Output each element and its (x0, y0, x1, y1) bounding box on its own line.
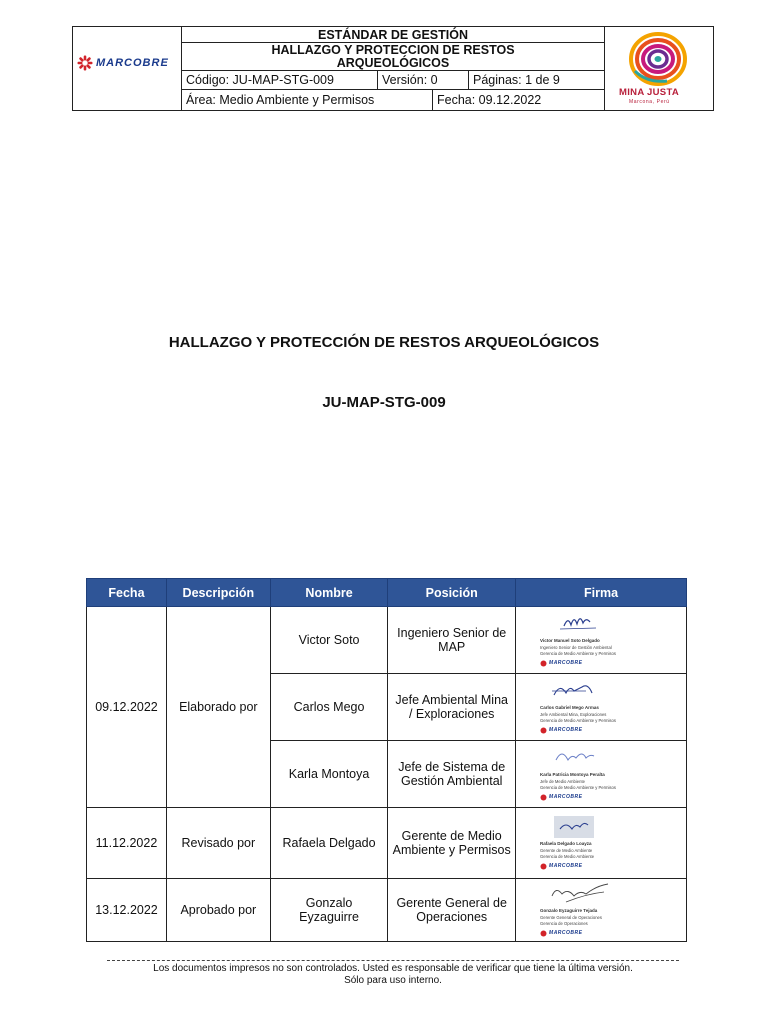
signature-area: Gerencia de Medio Ambiente (540, 854, 595, 859)
header-info (182, 27, 604, 110)
document-code-heading: JU-MAP-STG-009 (322, 394, 446, 411)
signature-area: Gerencia de Medio Ambiente y Permisos (540, 785, 616, 790)
signature-position: Gerente de Medio Ambiente (540, 848, 593, 853)
signature-cell (516, 607, 687, 674)
signature-position: Gerente General de Operaciones (540, 915, 602, 920)
table-header-row (87, 579, 687, 607)
header-meta-row (182, 71, 604, 90)
marcobre-star-icon (540, 863, 547, 870)
person-position: Gerente de Medio Ambiente y Permisos (388, 808, 516, 879)
mina-justa-fingerprint-icon (627, 31, 689, 87)
signature-logo (540, 656, 582, 670)
table-row (87, 607, 687, 674)
signature-scrawl-icon (546, 815, 606, 839)
header-title (182, 43, 604, 71)
marcobre-star-icon (540, 727, 547, 734)
document-date: Fecha: 09.12.2022 (432, 90, 604, 110)
footer-disclaimer: Los documentos impresos no son controlados. Usted es responsable de verificar que tiene la última versión. (153, 963, 633, 974)
signature-scrawl-icon (546, 882, 616, 906)
document-title: HALLAZGO Y PROTECCIÓN DE RESTOS ARQUEOLÓGICOS (168, 334, 600, 351)
signature-name: Carlos Gabriel Mego Armas (540, 705, 599, 710)
row-date: 11.12.2022 (87, 808, 167, 879)
person-name: Karla Montoya (270, 741, 388, 808)
document-area: Área: Medio Ambiente y Permisos (186, 93, 375, 107)
person-name: Rafaela Delgado (270, 808, 388, 879)
signature-area: Gerencia de Operaciones (540, 921, 588, 926)
person-name: Carlos Mego (270, 674, 388, 741)
footer-divider (107, 960, 679, 961)
header-area-row (182, 90, 604, 110)
header-logo-cell (73, 27, 182, 110)
row-description: Elaborado por (166, 607, 270, 808)
signature-cell (516, 741, 687, 808)
mina-justa-logo-subtext: Marcona, Perú (629, 99, 670, 105)
signature-area: Gerencia de Medio Ambiente y Permisos (540, 651, 616, 656)
header-descripcion: Descripción (166, 579, 270, 607)
document-code: Código: JU-MAP-STG-009 (186, 73, 334, 87)
signature-cell (516, 674, 687, 741)
signature-logo-text: MARCOBRE (549, 660, 583, 666)
signature-position: Ingeniero Senior de Gestión Ambiental (540, 645, 612, 650)
document-header (72, 26, 714, 111)
signature-logo-text: MARCOBRE (549, 863, 583, 869)
signature-scrawl-icon (546, 679, 606, 701)
row-description: Aprobado por (166, 879, 270, 942)
header-posicion: Posición (388, 579, 516, 607)
approval-table (86, 578, 687, 942)
marcobre-logo (77, 55, 169, 71)
marcobre-logo-text: MARCOBRE (96, 57, 169, 69)
signature-position: Jefe de Medio Ambiente (540, 779, 585, 784)
signature (526, 813, 676, 873)
signature-name: Karla Patricia Montoya Peralta (540, 772, 605, 777)
header-nombre: Nombre (270, 579, 388, 607)
signature-logo (540, 723, 582, 737)
footer-internal-use: Sólo para uso interno. (344, 975, 442, 986)
signature-position: Jefe Ambiental Mina, Exploraciones (540, 712, 607, 717)
header-firma: Firma (516, 579, 687, 607)
signature-logo-text: MARCOBRE (549, 794, 583, 800)
table-row (87, 879, 687, 942)
person-name: Victor Soto (270, 607, 388, 674)
signature-scrawl-icon (546, 612, 606, 634)
standard-label: ESTÁNDAR DE GESTIÓN (182, 27, 604, 43)
person-position: Jefe Ambiental Mina / Exploraciones (388, 674, 516, 741)
signature-logo-text: MARCOBRE (549, 727, 583, 733)
signature-area: Gerencia de Medio Ambiente y Permisos (540, 718, 616, 723)
row-description: Revisado por (166, 808, 270, 879)
person-position: Ingeniero Senior de MAP (388, 607, 516, 674)
person-position: Gerente General de Operaciones (388, 879, 516, 942)
person-name: Gonzalo Eyzaguirre (270, 879, 388, 942)
signature (526, 610, 676, 670)
signature-name: Rafaela Delgado Loayza (540, 841, 592, 846)
row-date: 09.12.2022 (87, 607, 167, 808)
signature-name: Victor Manuel Soto Delgado (540, 638, 600, 643)
signature-name: Gonzalo Eyzaguirre Tejada (540, 908, 598, 913)
mina-justa-logo-text: MINA JUSTA (619, 87, 679, 98)
signature (526, 880, 676, 940)
header-fecha: Fecha (87, 579, 167, 607)
marcobre-star-icon (540, 930, 547, 937)
signature-logo-text: MARCOBRE (549, 930, 583, 936)
signature (526, 744, 676, 804)
header-title-line2: ARQUEOLÓGICOS (336, 56, 450, 70)
header-title-line1: HALLAZGO Y PROTECCION DE RESTOS (271, 43, 515, 57)
document-pages: Páginas: 1 de 9 (468, 71, 604, 89)
marcobre-star-icon (540, 660, 547, 667)
header-logo-right-cell (604, 27, 714, 110)
signature-scrawl-icon (546, 746, 606, 768)
table-row (87, 808, 687, 879)
document-version: Versión: 0 (377, 71, 468, 89)
marcobre-star-icon (540, 794, 547, 801)
signature-logo (540, 926, 582, 940)
signature-cell (516, 879, 687, 942)
row-date: 13.12.2022 (87, 879, 167, 942)
mina-justa-logo (627, 31, 689, 92)
person-position: Jefe de Sistema de Gestión Ambiental (388, 741, 516, 808)
signature (526, 677, 676, 737)
signature-cell (516, 808, 687, 879)
signature-logo (540, 790, 582, 804)
marcobre-star-icon (77, 55, 93, 71)
signature-logo (540, 859, 582, 873)
